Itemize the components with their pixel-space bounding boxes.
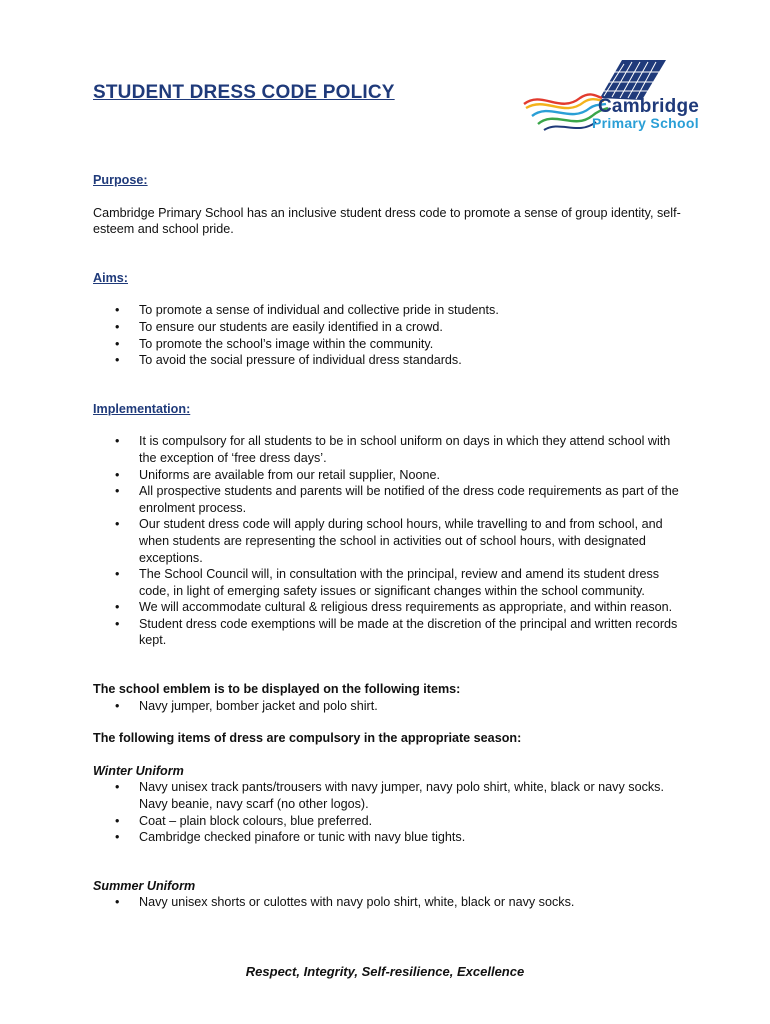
logo-name: Cambridge	[598, 96, 700, 117]
implementation-list	[93, 433, 683, 649]
winter-uniform-heading: Winter Uniform	[93, 763, 184, 778]
list-item: • Our student dress code will apply during school hours, while travelling to and from school, and when students are representing the school in activities out of school hours, with designated exceptions.	[93, 516, 683, 566]
document-body	[93, 172, 683, 911]
list-item: • Navy jumper, bomber jacket and polo shirt.	[93, 698, 683, 715]
purpose-text: Cambridge Primary School has an inclusive student dress code to promote a sense of group identity, self- esteem and school pride.	[93, 205, 681, 237]
list-item: • To ensure our students are easily identified in a crowd.	[93, 319, 683, 336]
summer-uniform-heading: Summer Uniform	[93, 878, 196, 893]
winter-uniform-list	[93, 779, 683, 845]
logo-subtitle: Primary School	[592, 115, 699, 131]
list-item: • Student dress code exemptions will be made at the discretion of the principal and written records kept.	[93, 616, 683, 649]
footer-motto: Respect, Integrity, Self-resilience, Excellence	[245, 964, 525, 979]
list-item: • Uniforms are available from our retail supplier, Noone.	[93, 467, 683, 484]
list-item: • We will accommodate cultural & religious dress requirements as appropriate, and within reason.	[93, 599, 683, 616]
summer-uniform-list	[93, 894, 683, 911]
compulsory-heading: The following items of dress are compulsory in the appropriate season:	[93, 731, 522, 746]
list-item: • All prospective students and parents will be notified of the dress code requirements as part of the enrolment process.	[93, 483, 683, 516]
implementation-heading: Implementation:	[93, 401, 191, 416]
list-item: • Navy unisex shorts or culottes with navy polo shirt, white, black or navy socks.	[93, 894, 683, 911]
purpose-heading: Purpose:	[93, 173, 148, 187]
list-item: • The School Council will, in consultation with the principal, review and amend its student dress code, in light of emerging safety issues or significant changes within the school community.	[93, 566, 683, 599]
aims-list	[93, 302, 683, 368]
emblem-list	[93, 698, 683, 715]
list-item: • To avoid the social pressure of individual dress standards.	[93, 352, 683, 369]
list-item: • Coat – plain block colours, blue preferred.	[93, 813, 683, 830]
list-item: • To promote a sense of individual and collective pride in students.	[93, 302, 683, 319]
list-item: • Navy unisex track pants/trousers with navy jumper, navy polo shirt, white, black or navy socks. Navy beanie, navy scarf (no other logos).	[93, 779, 683, 812]
list-item: • It is compulsory for all students to be in school uniform on days in which they attend school with the exception of ‘free dress days’.	[93, 433, 683, 466]
list-item: • Cambridge checked pinafore or tunic with navy blue tights.	[93, 829, 683, 846]
aims-heading: Aims:	[93, 270, 128, 285]
page-title: STUDENT DRESS CODE POLICY	[93, 82, 395, 103]
school-logo	[520, 58, 720, 138]
emblem-heading: The school emblem is to be displayed on the following items:	[93, 682, 461, 697]
list-item: • To promote the school’s image within the community.	[93, 336, 683, 353]
